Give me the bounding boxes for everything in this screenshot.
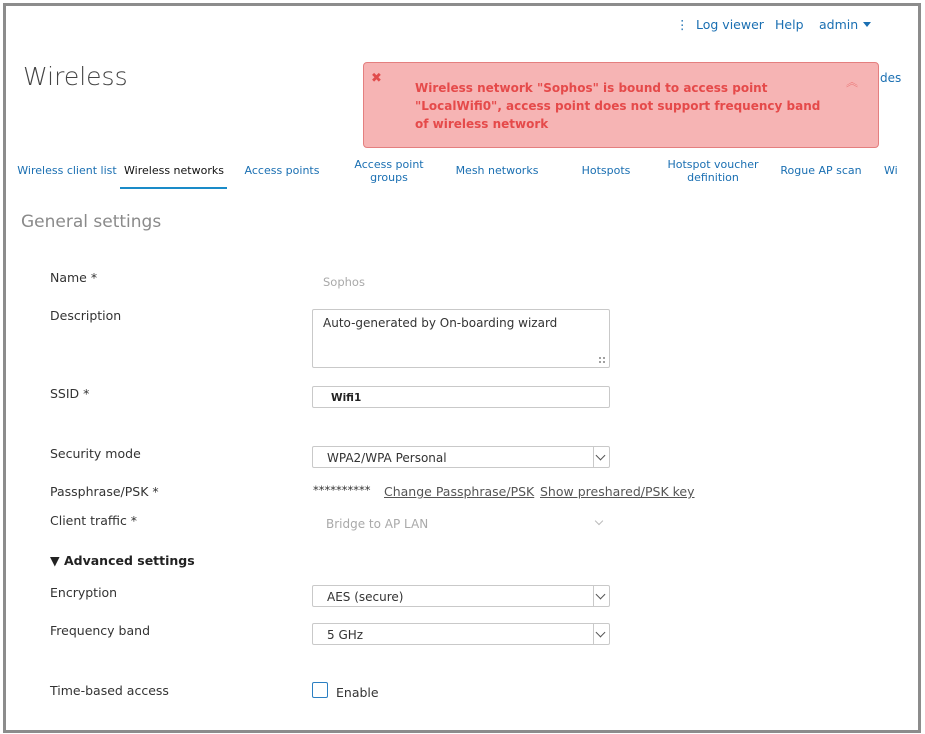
- encryption-select[interactable]: [312, 585, 610, 607]
- tab-mesh-networks[interactable]: Mesh networks: [455, 164, 539, 177]
- active-tab-indicator: [120, 187, 227, 189]
- alert-message: Wireless network "Sophos" is bound to access point "LocalWifi0", access point does not support frequency band of wireless network: [415, 81, 821, 131]
- page-title: Wireless: [23, 62, 128, 91]
- collapse-icon[interactable]: ︽: [845, 75, 858, 89]
- passphrase-label: Passphrase/PSK *: [50, 484, 159, 499]
- tab-access-points[interactable]: Access points: [244, 164, 320, 177]
- tab-access-point-groups[interactable]: Access point groups: [354, 158, 424, 184]
- tab-rogue-ap-scan[interactable]: Rogue AP scan: [780, 164, 862, 177]
- security-mode-value: WPA2/WPA Personal: [327, 451, 447, 465]
- help-link[interactable]: Help: [775, 17, 804, 32]
- tab-overflow[interactable]: Wi: [884, 164, 898, 177]
- admin-menu[interactable]: [819, 17, 871, 32]
- client-traffic-select: [312, 510, 610, 534]
- chevron-down-icon: [596, 451, 606, 461]
- overflow-link[interactable]: des: [880, 71, 902, 85]
- security-mode-label: Security mode: [50, 446, 141, 461]
- frequency-band-label: Frequency band: [50, 623, 150, 638]
- tab-wireless-client-list[interactable]: Wireless client list: [17, 164, 117, 177]
- description-text: Auto-generated by On-boarding wizard: [323, 316, 558, 330]
- nav-separator: ⋮: [676, 17, 689, 32]
- show-psk-link[interactable]: Show preshared/PSK key: [540, 484, 695, 499]
- app-window: [3, 3, 921, 733]
- section-title: General settings: [21, 212, 162, 232]
- ssid-value: Wifi1: [331, 392, 362, 404]
- time-based-access-label: Time-based access: [50, 683, 169, 698]
- close-icon[interactable]: ✖: [371, 71, 382, 86]
- encryption-label: Encryption: [50, 585, 118, 600]
- ssid-label: SSID *: [50, 386, 90, 401]
- select-arrow[interactable]: [593, 447, 609, 467]
- client-traffic-value: Bridge to AP LAN: [326, 517, 429, 531]
- resize-grip-icon[interactable]: [598, 356, 606, 364]
- tab-bar: [6, 154, 918, 190]
- name-label: Name *: [50, 270, 98, 285]
- enable-checkbox[interactable]: [312, 682, 328, 698]
- error-alert: [363, 62, 879, 148]
- chevron-down-icon: [863, 22, 871, 27]
- chevron-down-icon: [595, 517, 603, 525]
- change-passphrase-link[interactable]: Change Passphrase/PSK: [384, 484, 535, 499]
- frequency-band-value: 5 GHz: [327, 628, 364, 642]
- enable-label[interactable]: Enable: [336, 685, 379, 700]
- advanced-settings-toggle[interactable]: ▼ Advanced settings: [50, 553, 195, 568]
- frequency-band-select[interactable]: [312, 623, 610, 645]
- name-value: Sophos: [323, 275, 365, 289]
- security-mode-select[interactable]: [312, 446, 610, 468]
- tab-hotspot-voucher-definition[interactable]: Hotspot voucher definition: [667, 158, 759, 184]
- tab-wireless-networks[interactable]: Wireless networks: [124, 164, 224, 177]
- client-traffic-label: Client traffic *: [50, 513, 138, 528]
- ssid-field[interactable]: [312, 386, 610, 408]
- description-textarea[interactable]: [312, 309, 610, 368]
- log-viewer-link[interactable]: Log viewer: [696, 17, 764, 32]
- tab-hotspots[interactable]: Hotspots: [581, 164, 631, 177]
- chevron-down-icon: [596, 590, 606, 600]
- encryption-value: AES (secure): [327, 590, 404, 604]
- admin-label: admin: [819, 17, 859, 32]
- passphrase-mask: **********: [313, 483, 371, 497]
- chevron-down-icon: [596, 628, 606, 638]
- select-arrow[interactable]: [593, 586, 609, 606]
- description-label: Description: [50, 308, 122, 323]
- select-arrow[interactable]: [593, 624, 609, 644]
